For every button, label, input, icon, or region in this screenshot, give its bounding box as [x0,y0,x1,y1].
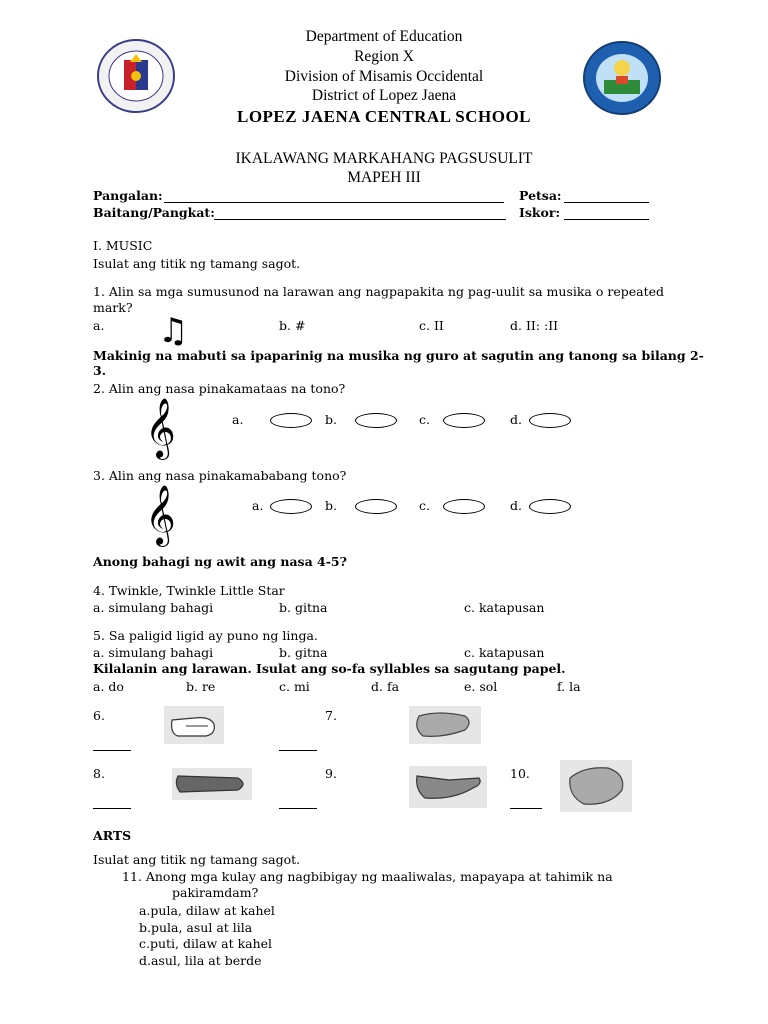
q4-option-c: c. katapusan [464,600,545,615]
q3-oval-a [270,499,312,514]
q4-option-b: b. gitna [279,600,328,615]
q1-option-a: a. [93,318,105,333]
q5-option-a: a. simulang bahagi [93,645,214,660]
treble-clef-icon: 𝄞 [145,398,176,458]
item-10-number: 10. [510,766,530,781]
region-heading: Region X [354,48,414,65]
item-9-number: 9. [325,766,337,781]
score-label: Iskor: [519,205,561,220]
listen-instruction: Makinig na mabuti sa ipaparinig na musika ng guro at sagutin ang tanong sa bilang 2- [93,348,704,363]
q4-text: 4. Twinkle, Twinkle Little Star [93,583,285,598]
q11-option-c: c.puti, dilaw at kahel [139,936,273,951]
sofa-option-e: e. sol [464,679,498,694]
song-part-instruction: Anong bahagi ng awit ang nasa 4-5? [93,554,347,569]
q3-option-c: c. [419,498,430,513]
listen-instruction-cont: 3. [93,363,107,378]
grade-label: Baitang/Pangkat: [93,205,215,220]
item-7-number: 7. [325,708,337,723]
grade-field[interactable] [214,219,506,220]
q11-option-a: a.pula, dilaw at kahel [139,903,275,918]
q3-option-b: b. [325,498,337,513]
q2-option-a: a. [232,412,244,427]
hand-sign-open-icon [409,706,481,744]
sofa-option-f: f. la [557,679,581,694]
hand-sign-point-icon [409,766,487,808]
q3-text: 3. Alin ang nasa pinakamababang tono? [93,468,347,483]
q1-option-b: b. # [279,318,306,333]
q3-option-d: d. [510,498,522,513]
sofa-option-d: d. fa [371,679,400,694]
arts-heading: ARTS [93,828,132,843]
name-field[interactable] [164,202,504,203]
sofa-option-a: a. do [93,679,124,694]
q3-oval-d [529,499,571,514]
item-10-answer[interactable] [510,808,542,809]
item-6-number: 6. [93,708,105,723]
eighth-note-icon: ♫ [158,311,189,351]
q2-oval-b [355,413,397,428]
music-instruction: Isulat ang titik ng tamang sagot. [93,256,301,271]
q3-oval-b [355,499,397,514]
q2-text: 2. Alin ang nasa pinakamataas na tono? [93,381,346,396]
q2-oval-a [270,413,312,428]
sofa-option-b: b. re [186,679,216,694]
item-8-answer[interactable] [93,808,131,809]
item-8-number: 8. [93,766,105,781]
date-label: Petsa: [519,188,562,203]
treble-clef-icon: 𝄞 [145,485,176,545]
q5-text: 5. Sa paligid ligid ay puno ng linga. [93,628,318,643]
q5-option-b: b. gitna [279,645,328,660]
q11-option-d: d.asul, lila at berde [139,953,262,968]
q11-text-cont: pakiramdam? [172,885,259,900]
exam-title: IKALAWANG MARKAHANG PAGSUSULIT [235,150,533,167]
q1-option-d: d. II: :II [510,318,559,333]
q2-oval-c [443,413,485,428]
q3-oval-c [443,499,485,514]
q5-option-c: c. katapusan [464,645,545,660]
arts-instruction: Isulat ang titik ng tamang sagot. [93,852,301,867]
q4-option-a: a. simulang bahagi [93,600,214,615]
sofa-option-c: c. mi [279,679,310,694]
q2-option-d: d. [510,412,522,427]
hand-sign-flat-icon [172,768,252,800]
q3-option-a: a. [252,498,264,513]
division-heading: Division of Misamis Occidental [284,68,484,85]
hand-sign-fist-icon [164,706,224,744]
q11-text: 11. Anong mga kulay ang nagbibigay ng maaliwalas, mapayapa at tahimik na [122,869,613,884]
hand-sign-spread-icon [560,760,632,812]
item-7-answer[interactable] [279,750,317,751]
name-label: Pangalan: [93,188,163,203]
school-name: LOPEZ JAENA CENTRAL SCHOOL [236,107,532,126]
score-field[interactable] [564,219,649,220]
q2-oval-d [529,413,571,428]
sofa-instruction: Kilalanin ang larawan. Isulat ang so-fa syllables sa sagutang papel. [93,661,566,676]
q1-text: 1. Alin sa mga sumusunod na larawan ang nagpapakita ng pag-uulit sa musika o repeated [93,284,664,299]
district-heading: District of Lopez Jaena [311,87,457,104]
date-field[interactable] [564,202,649,203]
music-heading: I. MUSIC [93,238,153,253]
item-6-answer[interactable] [93,750,131,751]
subject-title: MAPEH III [347,169,421,186]
q2-option-b: b. [325,412,337,427]
item-9-answer[interactable] [279,808,317,809]
q1-text-cont: mark? [93,300,133,315]
q1-option-c: c. II [419,318,444,333]
q2-option-c: c. [419,412,430,427]
q11-option-b: b.pula, asul at lila [139,920,253,935]
dept-heading: Department of Education [305,28,463,45]
